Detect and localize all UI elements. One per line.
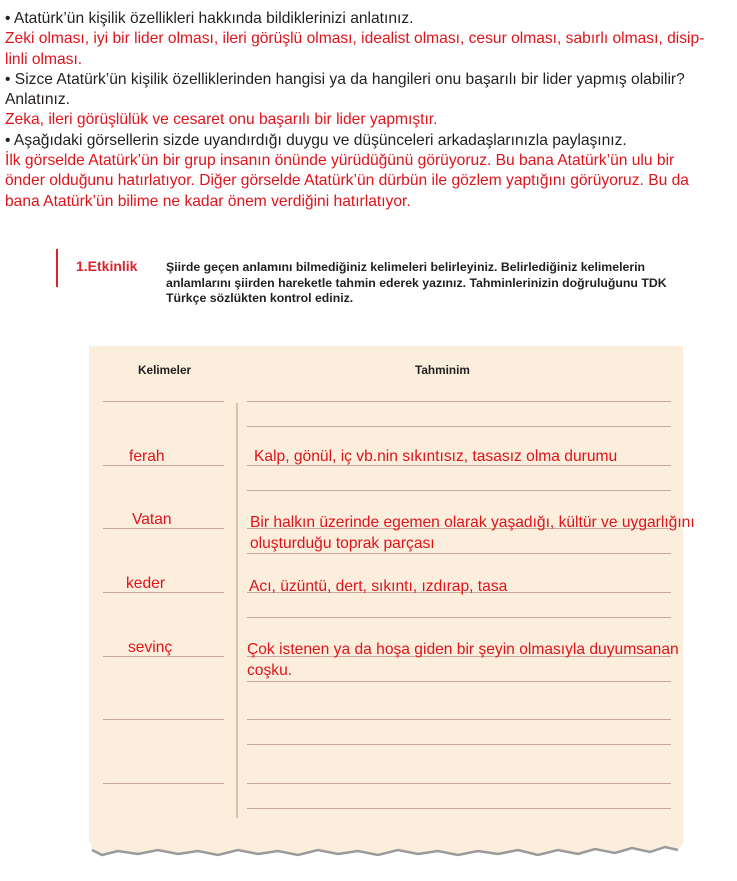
activity-header: [56, 249, 696, 309]
definition-vatan: Bir halkın üzerinde egemen olarak yaşadığı, kültür ve uygarlığını oluşturduğu toprak parçası: [250, 514, 695, 552]
answer-3-line-2: önder olduğunu hatırlatıyor. Diğer görselde Atatürk’ün dürbün ile gözlem yaptığını görüyoruz. Bu da: [5, 172, 689, 190]
question-3: • Aşağıdaki görsellerin sizde uyandırdığı duygu ve düşünceleri arkadaşlarınızla paylaşınız.: [5, 131, 627, 149]
answer-1-line-1: Zeki olması, iyi bir lider olması, ileri görüşlü olması, idealist olması, cesur olması, sabırlı olması, disip-: [5, 30, 705, 48]
word-line: [103, 401, 224, 402]
question-2: • Sizce Atatürk’ün kişilik özelliklerinden hangisi ya da hangileri onu başarılı bir lider yapmış olabilir?: [5, 70, 685, 88]
question-2-cont: Anlatınız.: [5, 91, 71, 109]
activity-accent-bar: [56, 249, 58, 287]
word-vatan: Vatan: [132, 511, 172, 528]
definition-line: [247, 617, 671, 618]
definition-sevinc: Çok istenen ya da hoşa giden bir şeyin olmasıyla duyumsanan coşku.: [247, 641, 679, 679]
activity-number: 1.Etkinlik: [76, 258, 138, 274]
column-divider: [236, 403, 238, 818]
answer-1-line-2: linli olması.: [5, 50, 83, 68]
word-line: [103, 783, 224, 784]
answer-2: Zeka, ileri görüşlülük ve cesaret onu başarılı bir lider yapmıştır.: [5, 111, 438, 129]
column-header-words: Kelimeler: [138, 363, 192, 377]
question-answer-block: [5, 9, 731, 212]
answer-3-line-3: bana Atatürk’ün bilime ne kadar önem verdiğini hatırlatıyor.: [5, 192, 411, 210]
definition-keder: Acı, üzüntü, dert, sıkıntı, ızdırap, tasa: [249, 578, 508, 595]
torn-paper-edge: [80, 820, 690, 870]
question-1: • Atatürk’ün kişilik özellikleri hakkında bildiklerinizi anlatınız.: [5, 10, 414, 27]
definition-line: [247, 783, 671, 784]
word-keder: keder: [126, 575, 166, 592]
column-header-guess: Tahminim: [415, 363, 470, 377]
definition-line: [247, 401, 671, 402]
activity-instruction: Şiirde geçen anlamını bilmediğiniz kelimeleri belirleyiniz. Belirlediğiniz kelimelerin anlamlarını şiirden hareketle tahmin ederek yazınız. Tahminlerinizin doğruluğunu TDK Türkçe sözlükten kontrol ediniz.: [166, 260, 667, 305]
definition-line: [247, 808, 671, 809]
definition-line: [247, 719, 671, 720]
definition-line: [247, 681, 671, 682]
definition-ferah: Kalp, gönül, iç vb.nin sıkıntısız, tasasız olma durumu: [254, 448, 618, 465]
definition-line: [247, 490, 671, 491]
word-sevinc: sevinç: [128, 639, 173, 656]
word-line: [103, 719, 224, 720]
definition-line: [247, 744, 671, 745]
answer-3-line-1: İlk görselde Atatürk’ün bir grup insanın önünde yürüdüğünü görüyoruz. Bu bana Atatürk’ün ulu bir: [5, 152, 675, 170]
word-ferah: ferah: [129, 448, 165, 465]
definition-line: [247, 426, 671, 427]
